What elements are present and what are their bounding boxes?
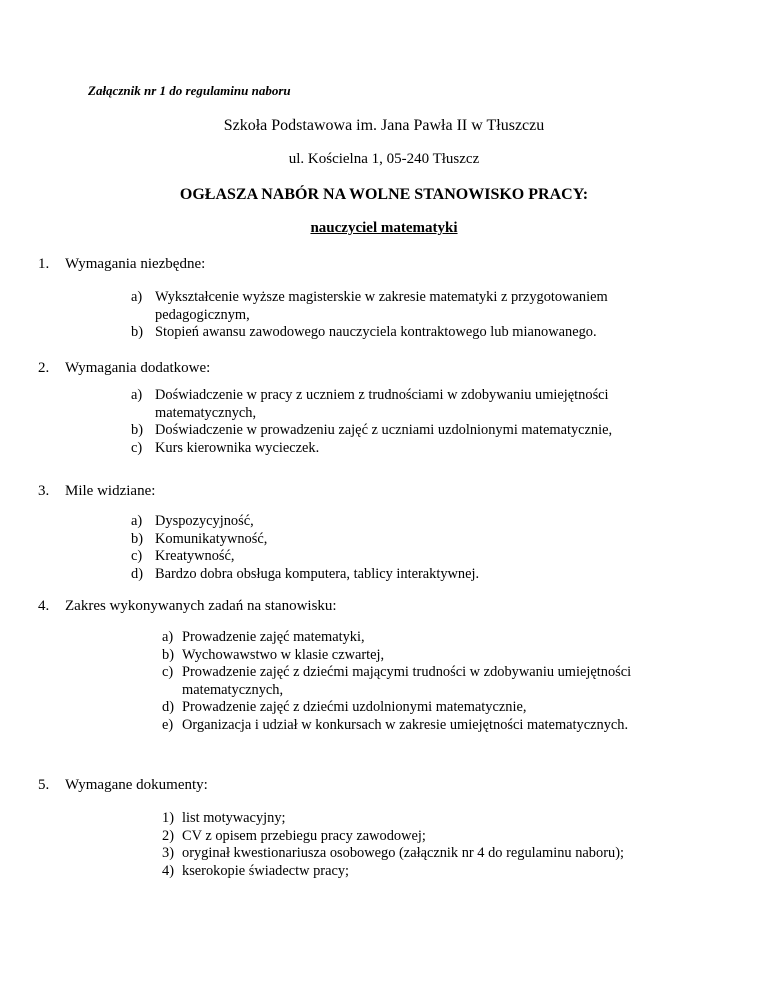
list-marker: 1) [162, 810, 174, 826]
section-requirements [38, 254, 738, 274]
list-item-text: Prowadzenie zajęć matematyki, [182, 629, 365, 645]
requirements-list [131, 289, 691, 342]
duties-list [162, 629, 702, 734]
school-name: Szkoła Podstawowa im. Jana Pawła II w Tłuszczu [223, 117, 545, 134]
section-heading [38, 358, 738, 378]
list-marker: e) [162, 716, 174, 733]
section-number: 3. [38, 483, 50, 499]
list-marker: d) [131, 565, 143, 582]
list-item [162, 863, 722, 881]
list-marker: 4) [162, 862, 174, 879]
section-additional-requirements [38, 358, 738, 378]
list-item [131, 548, 691, 566]
list-item [131, 513, 691, 531]
list-item [162, 699, 702, 717]
section-heading [38, 481, 738, 501]
section-nice-to-have [38, 481, 738, 501]
position-title: nauczyciel matematyki [310, 220, 458, 236]
list-item-text: list motywacyjny; [182, 810, 286, 826]
list-item-text: Organizacja i udział w konkursach w zakresie umiejętności matematycznych. [182, 716, 629, 733]
list-item-text: CV z opisem przebiegu pracy zawodowej; [182, 827, 426, 844]
list-item-text: Kreatywność, [155, 548, 235, 564]
section-title: Zakres wykonywanych zadań na stanowisku: [65, 598, 337, 614]
list-marker: a) [131, 289, 143, 305]
list-item-text: Stopień awansu zawodowego nauczyciela kontraktowego lub mianowanego. [155, 324, 597, 340]
annex-label: Załącznik nr 1 do regulaminu naboru [88, 83, 291, 98]
list-marker: a) [131, 387, 143, 403]
list-item-text: oryginał kwestionariusza osobowego (załącznik nr 4 do regulaminu naboru); [182, 845, 624, 861]
section-number: 1. [38, 256, 50, 272]
section-title: Mile widziane: [65, 483, 156, 499]
list-item [131, 324, 691, 342]
list-item-text: Prowadzenie zajęć z dziećmi mającymi trudności w zdobywaniu umiejętności matematycznych, [182, 664, 632, 698]
announcement-heading: OGŁASZA NABÓR NA WOLNE STANOWISKO PRACY: [179, 186, 589, 203]
section-heading [38, 775, 738, 795]
list-item-text: Doświadczenie w pracy z uczniem z trudnościami w zdobywaniu umiejętności matematycznych, [155, 387, 609, 421]
list-marker: b) [131, 530, 143, 547]
list-marker: b) [131, 422, 143, 438]
list-item-text: Doświadczenie w prowadzeniu zajęć z uczniami uzdolnionymi matematycznie, [155, 422, 613, 438]
list-item [131, 422, 691, 440]
section-number: 5. [38, 777, 50, 793]
list-item [162, 629, 702, 647]
list-item-text: Wychowawstwo w klasie czwartej, [182, 646, 385, 663]
list-marker: a) [131, 513, 143, 529]
section-title: Wymagania dodatkowe: [65, 360, 211, 376]
list-marker: d) [162, 699, 174, 715]
list-item [162, 828, 722, 846]
list-item [131, 387, 691, 422]
list-marker: a) [162, 629, 174, 645]
list-marker: 3) [162, 845, 174, 861]
section-heading [38, 596, 738, 616]
list-item-text: Bardzo dobra obsługa komputera, tablicy interaktywnej. [155, 565, 480, 582]
list-item [131, 289, 691, 324]
school-address: ul. Kościelna 1, 05-240 Tłuszcz [288, 151, 480, 167]
list-item [162, 845, 722, 863]
list-marker: b) [131, 324, 143, 340]
section-heading [38, 254, 738, 274]
list-item [162, 664, 702, 699]
section-duties [38, 596, 738, 616]
section-title: Wymagane dokumenty: [65, 777, 208, 793]
list-item [162, 717, 702, 735]
list-marker: c) [131, 548, 143, 564]
list-marker: c) [131, 439, 143, 456]
section-number: 2. [38, 360, 50, 376]
list-marker: c) [162, 664, 174, 680]
list-item-text: Wykształcenie wyższe magisterskie w zakresie matematyki z przygotowaniem pedagogicznym, [155, 289, 608, 323]
list-item [131, 440, 691, 458]
list-item [162, 647, 702, 665]
section-title: Wymagania niezbędne: [65, 256, 206, 272]
additional-requirements-list [131, 387, 691, 457]
list-item-text: Prowadzenie zajęć z dziećmi uzdolnionymi matematycznie, [182, 699, 527, 715]
nice-to-have-list [131, 513, 691, 583]
list-item [131, 531, 691, 549]
list-item [162, 810, 722, 828]
list-marker: b) [162, 646, 174, 663]
list-item-text: kserokopie świadectw pracy; [182, 862, 350, 879]
list-marker: 2) [162, 827, 174, 844]
list-item-text: Kurs kierownika wycieczek. [155, 439, 320, 456]
section-required-documents [38, 775, 738, 795]
list-item-text: Dyspozycyjność, [155, 513, 254, 529]
list-item [131, 566, 691, 584]
documents-list [162, 810, 722, 880]
list-item-text: Komunikatywność, [155, 530, 268, 547]
section-number: 4. [38, 598, 50, 614]
